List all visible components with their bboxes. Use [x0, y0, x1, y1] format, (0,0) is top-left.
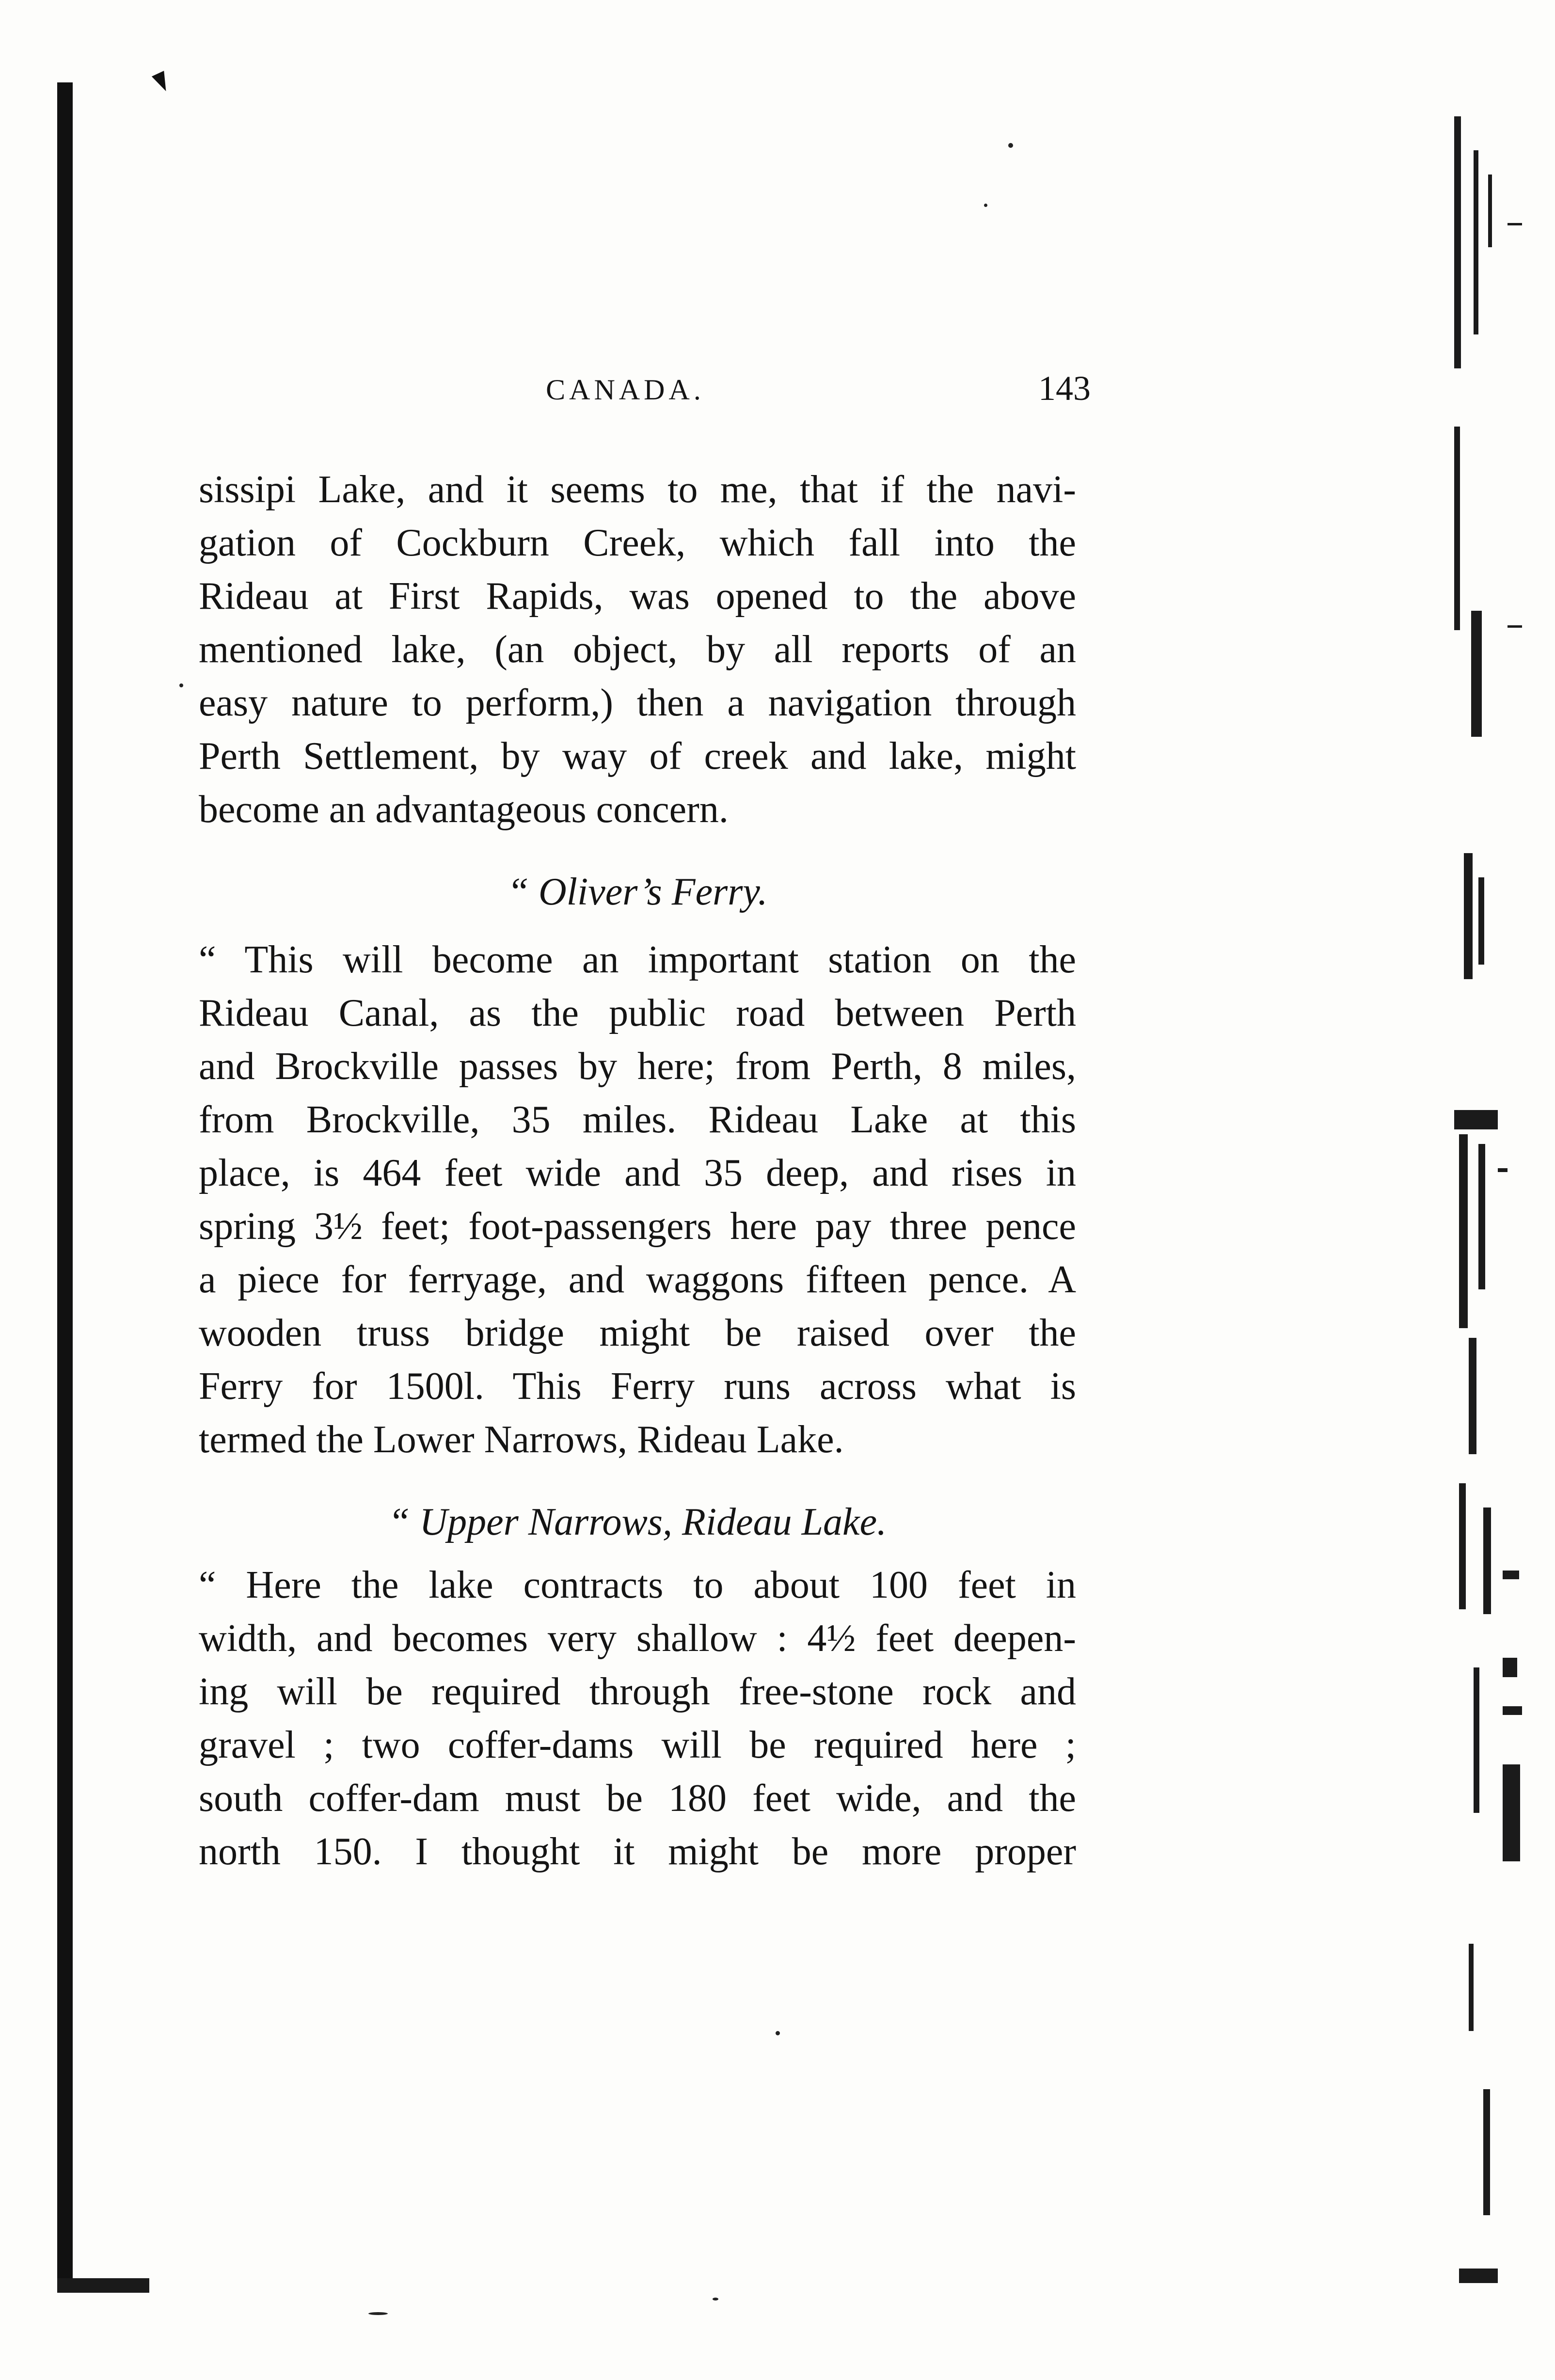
text-line: Rideau Canal, as the public road between Perth [199, 992, 1076, 1034]
ink-speck [368, 2312, 388, 2315]
text-line: Ferry for 1500l. This Ferry runs across what is [199, 1365, 1076, 1408]
binding-edge [57, 82, 73, 2293]
text-line: a piece for ferryage, and waggons fifteen pence. A [199, 1258, 1076, 1301]
running-head: CANADA. [546, 374, 705, 406]
binding-edge-foot [57, 2278, 149, 2293]
text-line: north 150. I thought it might be more proper [199, 1830, 1076, 1873]
ink-speck [1008, 143, 1013, 148]
text-line: wooden truss bridge might be raised over the [199, 1312, 1076, 1354]
text-line: sissipi Lake, and it seems to me, that if the navi- [199, 468, 1076, 511]
ink-speck [984, 204, 987, 207]
corner-mark [152, 71, 172, 94]
text-line: ing will be required through free-stone rock and [199, 1670, 1076, 1713]
bleed-through-strip [1425, 29, 1527, 2346]
text-line: “ This will become an important station on the [199, 938, 1076, 981]
text-line: place, is 464 feet wide and 35 deep, and rises in [199, 1152, 1076, 1194]
text-line: from Brockville, 35 miles. Rideau Lake at this [199, 1098, 1076, 1141]
text-line: mentioned lake, (an object, by all reports of an [199, 628, 1076, 671]
text-line: termed the Lower Narrows, Rideau Lake. [199, 1418, 844, 1461]
section-heading-olivers-ferry: “ Oliver’s Ferry. [507, 871, 768, 913]
text-line: spring 3½ feet; foot-passengers here pay three pence [199, 1205, 1076, 1248]
ink-speck [776, 2031, 780, 2035]
paragraph-2 [199, 933, 1076, 1466]
ink-speck [179, 683, 183, 687]
text-line: and Brockville passes by here; from Perth, 8 miles, [199, 1045, 1076, 1088]
text-line: south coffer-dam must be 180 feet wide, and the [199, 1777, 1076, 1820]
text-line: easy nature to perform,) then a navigation through [199, 682, 1076, 724]
text-line: gravel ; two coffer-dams will be required here ; [199, 1724, 1076, 1766]
text-line: “ Here the lake contracts to about 100 feet in [199, 1564, 1076, 1606]
ink-speck [713, 2298, 718, 2301]
text-line: Perth Settlement, by way of creek and lake, might [199, 735, 1076, 777]
text-line: Rideau at First Rapids, was opened to the above [199, 575, 1076, 618]
text-line: become an advantageous concern. [199, 788, 729, 831]
section-heading-upper-narrows: “ Upper Narrows, Rideau Lake. [388, 1501, 887, 1543]
paragraph-1 [199, 463, 1076, 836]
paragraph-3 [199, 1558, 1076, 1878]
text-line: width, and becomes very shallow : 4½ feet deepen- [199, 1617, 1076, 1660]
text-line: gation of Cockburn Creek, which fall into the [199, 522, 1076, 564]
page-number: 143 [1038, 369, 1091, 408]
